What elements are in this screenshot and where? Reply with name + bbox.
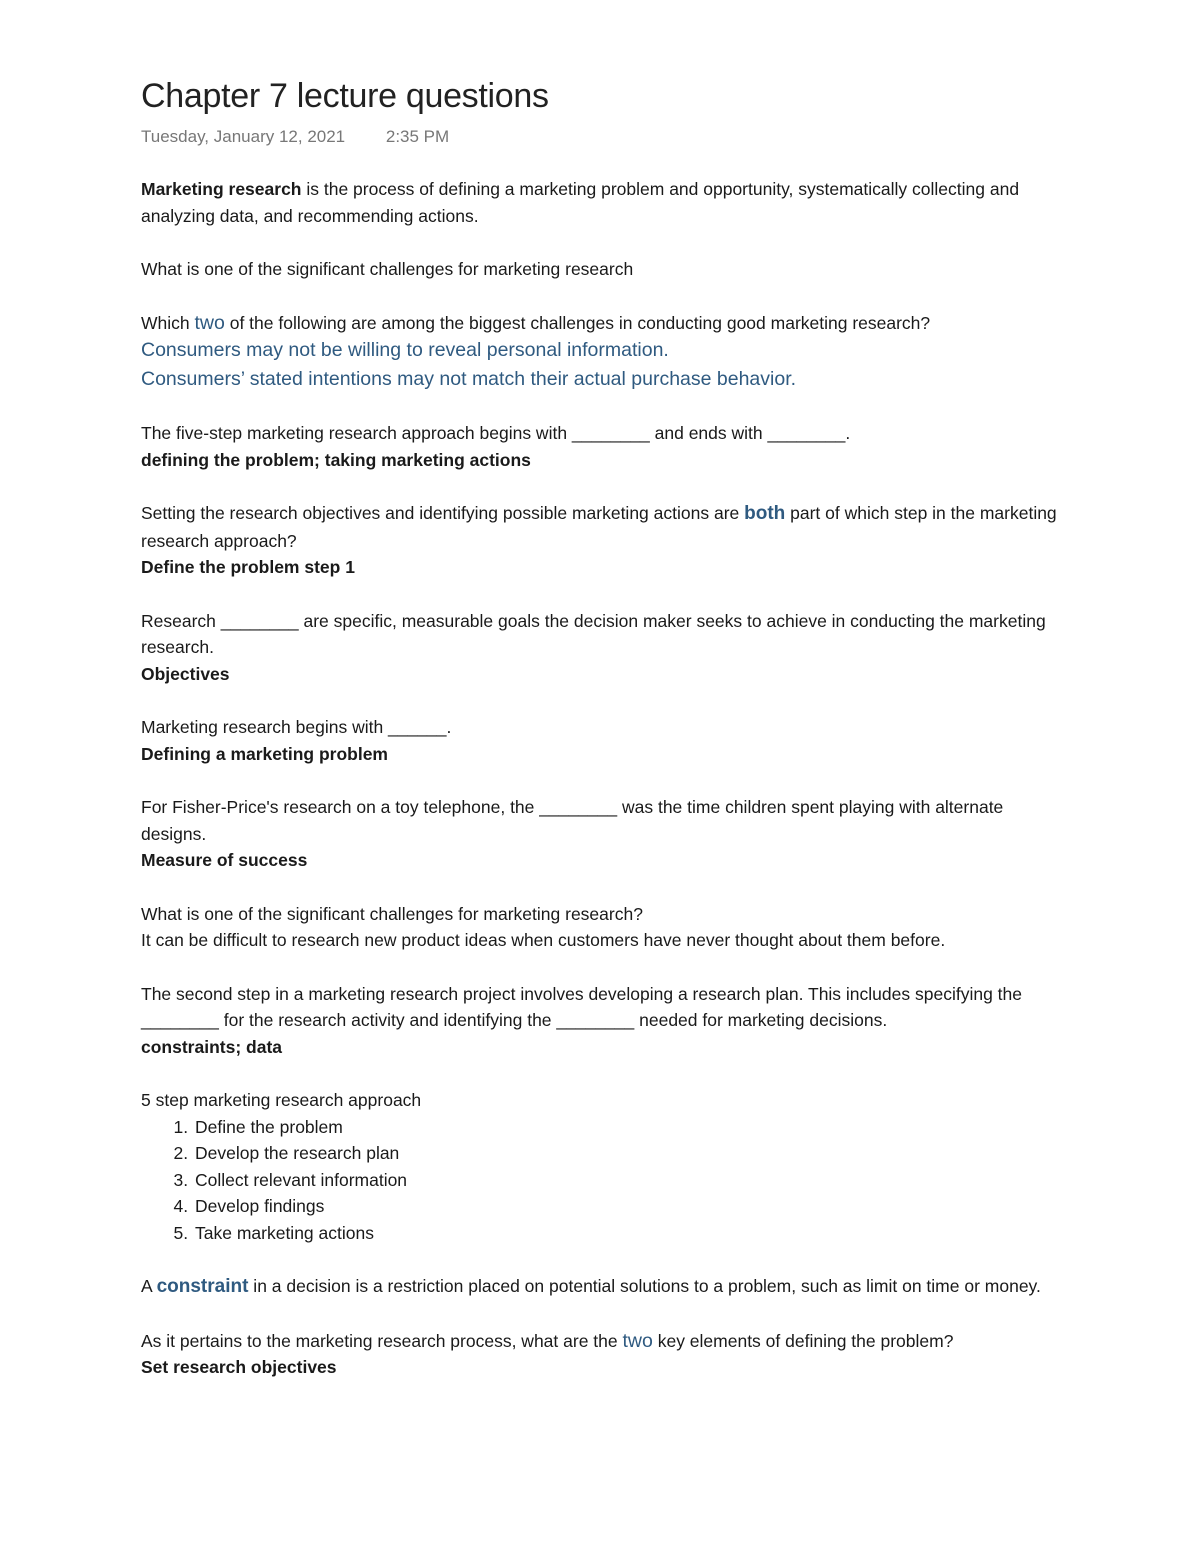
question-4: Setting the research objectives and identifying possible marketing actions are both part of which step in the marketing research approach? [141, 503, 1057, 551]
highlight-both: both [744, 503, 786, 524]
answer-10: Set research objectives [141, 1357, 337, 1377]
answer-9: constraints; data [141, 1036, 282, 1057]
question-2: Which two of the following are among the biggest challenges in conducting good marketing research? [141, 311, 931, 334]
answer-5: Objectives [141, 663, 230, 684]
answer-8: It can be difficult to research new product ideas when customers have never thought about them before. [141, 930, 946, 950]
note-time: 2:35 PM [385, 127, 450, 146]
steps-list [141, 1114, 1071, 1247]
note-timestamp [141, 126, 1071, 148]
list-item: 5. Take marketing actions [193, 1220, 1071, 1247]
question-6: Marketing research begins with ______. [141, 717, 452, 737]
answer-7: Measure of success [141, 850, 308, 870]
list-item: 4. Develop findings [193, 1193, 1071, 1220]
note-date: Tuesday, January 12, 2021 [141, 127, 346, 146]
highlight-two: two [622, 1329, 653, 1352]
steps-heading: 5 step marketing research approach [141, 1090, 422, 1110]
list-item: 2. Develop the research plan [193, 1140, 1071, 1167]
answer-6: Defining a marketing problem [141, 743, 388, 764]
definition-text: is the process of defining a marketing problem and opportunity, systematically collecting and analyzing data, and recommending actions. [141, 179, 1020, 226]
question-7: For Fisher-Price's research on a toy telephone, the ________ was the time children spent playing with alternate designs. [141, 797, 1004, 844]
highlight-two: two [194, 311, 225, 334]
question-8: What is one of the significant challenges for marketing research? [141, 903, 643, 924]
question-9: The second step in a marketing research project involves developing a research plan. This includes specifying the ________ for the research activity and identifying the ________ needed for marketing decisions. [141, 983, 1022, 1030]
page-title: Chapter 7 lecture questions [141, 77, 549, 115]
answer-3: defining the problem; taking marketing actions [141, 449, 531, 470]
question-5: Research ________ are specific, measurable goals the decision maker seeks to achieve in conducting the marketing research. [141, 610, 1046, 657]
answer-2b: Consumers’ stated intentions may not match their actual purchase behavior. [141, 367, 797, 390]
question-1: What is one of the significant challenges for marketing research [141, 259, 634, 279]
answer-4: Define the problem step 1 [141, 557, 355, 577]
answer-2a: Consumers may not be willing to reveal personal information. [141, 339, 669, 361]
note-content [141, 74, 1071, 1381]
term-marketing-research: Marketing research [141, 179, 302, 199]
definition-marketing-research [141, 176, 1071, 229]
term-constraint: constraint [156, 1276, 249, 1297]
list-item: 3. Collect relevant information [193, 1167, 1071, 1194]
list-item: 1. Define the problem [193, 1114, 1071, 1141]
definition-constraint: A constraint in a decision is a restriction placed on potential solutions to a problem, such as limit on time or money. [141, 1276, 1041, 1297]
question-10: As it pertains to the marketing research process, what are the two key elements of defining the problem? [141, 1329, 954, 1352]
question-3: The five-step marketing research approach begins with ________ and ends with ________. [141, 423, 851, 443]
